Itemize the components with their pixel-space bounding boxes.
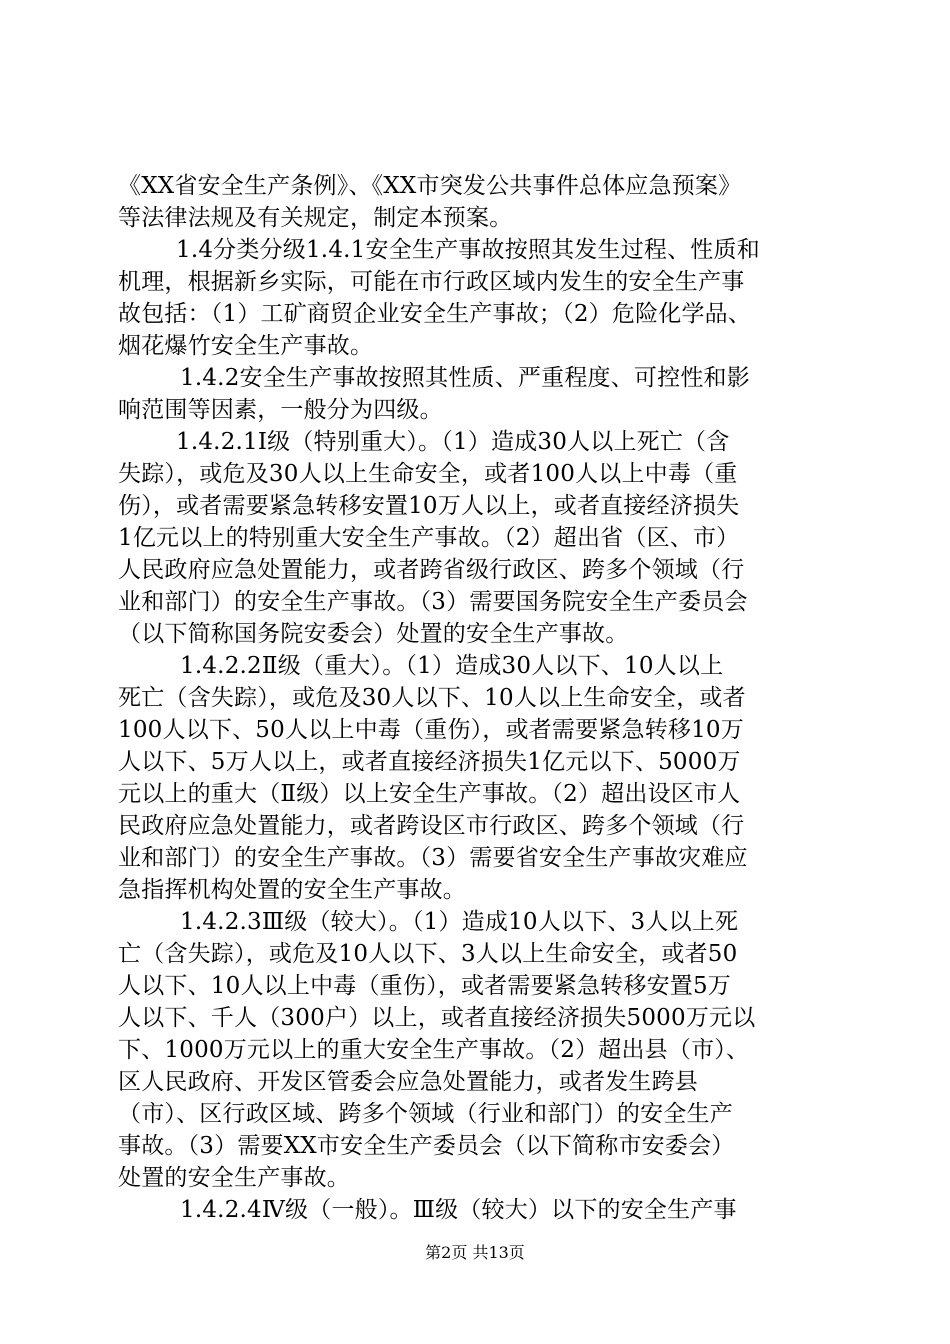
document-body [118,170,834,1226]
paragraph-start-line: 1.4分类分级1.4.1安全生产事故按照其发生过程、性质和 [176,237,760,263]
page-number-footer: 第2页 共13页 [425,1243,525,1262]
text-line: 等法律法规及有关规定，制定本预案。 [118,205,513,231]
text-line: 处置的安全生产事故。 [118,1165,350,1191]
paragraph-start-line: 1.4.2.3Ⅲ级（较大）。（1）造成10人以下、3人以上死 [180,909,739,935]
text-line: 民政府应急处置能力，或者跨设区市行政区、跨多个领域（行 [118,813,745,839]
text-line: 下、1000万元以上的重大安全生产事故。（2）超出县（市）、 [118,1037,750,1063]
text-line: 亡（含失踪），或危及10人以下、3人以上生命安全，或者50 [118,941,738,967]
text-line: 区人民政府、开发区管委会应急处置能力，或者发生跨县 [118,1069,698,1095]
paragraph-start-line: 1.4.2.2Ⅱ级（重大）。（1）造成30人以下、10人以上 [180,653,724,679]
text-line: 机理，根据新乡实际，可能在市行政区域内发生的安全生产事 [118,269,745,295]
text-line: 人以下、10人以上中毒（重伤），或者需要紧急转移安置5万 [118,973,731,999]
text-line: 伤），或者需要紧急转移安置10万人以上，或者直接经济损失 [118,493,740,519]
text-line: 烟花爆竹安全生产事故。 [118,333,374,359]
text-line: （以下简称国务院安委会）处置的安全生产事故。 [118,621,629,647]
text-line: 《XX省安全生产条例》、《XX市突发公共事件总体应急预案》 [118,173,742,199]
text-line: 元以上的重大（Ⅱ级）以上安全生产事故。（2）超出设区市人 [118,781,741,807]
text-line: 响范围等因素，一般分为四级。 [118,397,443,423]
text-line: 故包括：（1）工矿商贸企业安全生产事故；（2）危险化学品、 [118,301,752,327]
text-line: 100人以下、50人以上中毒（重伤），或者需要紧急转移10万 [118,717,744,743]
text-line: 人以下、5万人以上，或者直接经济损失1亿元以下、5000万 [118,749,741,775]
text-line: 人民政府应急处置能力，或者跨省级行政区、跨多个领域（行 [118,557,745,583]
text-line: 人以下、千人（300户）以上，或者直接经济损失5000万元以 [118,1005,756,1031]
text-line: 业和部门）的安全生产事故。（3）需要省安全生产事故灾难应 [118,845,748,871]
text-line: （市）、区行政区域、跨多个领域（行业和部门）的安全生产 [118,1101,733,1127]
text-line: 失踪），或危及30人以上生命安全，或者100人以上中毒（重 [118,461,738,487]
paragraph-start-line: 1.4.2安全生产事故按照其性质、严重程度、可控性和影 [180,365,750,391]
paragraph-start-line: 1.4.2.1Ⅰ级（特别重大）。（1）造成30人以上死亡（含 [176,429,730,455]
text-line: 1亿元以上的特别重大安全生产事故。（2）超出省（区、市） [118,525,740,551]
text-line: 急指挥机构处置的安全生产事故。 [118,877,466,903]
paragraph-start-line: 1.4.2.4Ⅳ级（一般）。Ⅲ级（较大）以下的安全生产事 [180,1197,737,1223]
text-line: 事故。（3）需要XX市安全生产委员会（以下简称市安委会） [118,1133,735,1159]
text-line: 业和部门）的安全生产事故。（3）需要国务院安全生产委员会 [118,589,748,615]
text-line: 死亡（含失踪），或危及30人以下、10人以上生命安全，或者 [118,685,746,711]
